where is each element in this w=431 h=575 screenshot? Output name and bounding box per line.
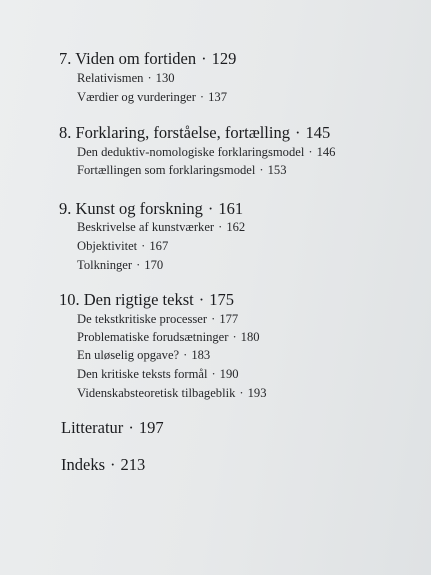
- separator-dot: ·: [218, 220, 223, 234]
- toc-chapter-8: [59, 123, 330, 143]
- separator-dot: ·: [239, 386, 244, 400]
- chapter-title: Indeks: [61, 455, 105, 474]
- toc-entry: [77, 348, 210, 363]
- separator-dot: ·: [211, 312, 216, 326]
- chapter-title: 7. Viden om fortiden: [59, 49, 197, 68]
- separator-dot: ·: [211, 367, 216, 381]
- page-number: 130: [155, 71, 175, 85]
- separator-dot: ·: [207, 199, 214, 218]
- separator-dot: ·: [259, 163, 264, 177]
- page-number: 213: [120, 455, 146, 474]
- page-number: 162: [226, 220, 246, 234]
- toc-entry: [77, 90, 227, 105]
- separator-dot: ·: [110, 455, 116, 474]
- toc-entry: [77, 258, 163, 273]
- toc-chapter-10: [59, 290, 234, 310]
- separator-dot: ·: [147, 71, 152, 85]
- page-number: 161: [218, 199, 244, 218]
- page-number: 145: [305, 123, 331, 142]
- toc-entry: [77, 220, 245, 235]
- toc-entry: [77, 386, 266, 401]
- separator-dot: ·: [308, 145, 313, 159]
- page-number: 146: [316, 145, 336, 159]
- toc-entry: [77, 312, 238, 327]
- entry-title: Værdier og vurderinger: [77, 90, 196, 104]
- page-number: 180: [240, 330, 260, 344]
- separator-dot: ·: [183, 348, 188, 362]
- page-number: 183: [191, 348, 211, 362]
- chapter-title: 9. Kunst og forskning: [59, 199, 203, 218]
- entry-title: Relativismen: [77, 71, 144, 85]
- toc-entry: [77, 71, 175, 86]
- toc-entry: [77, 239, 168, 254]
- chapter-title: Litteratur: [61, 418, 124, 437]
- entry-title: Fortællingen som forklaringsmodel: [77, 163, 256, 177]
- toc-entry: [77, 163, 287, 178]
- entry-title: Videnskabsteoretisk tilbageblik: [77, 386, 236, 400]
- toc-chapter-9: [59, 199, 243, 219]
- entry-title: Beskrivelse af kunstværker: [77, 220, 215, 234]
- toc-entry: [77, 330, 260, 345]
- separator-dot: ·: [201, 49, 207, 68]
- entry-title: Objektivitet: [77, 239, 138, 253]
- page-number: 193: [247, 386, 267, 400]
- separator-dot: ·: [198, 290, 205, 309]
- separator-dot: ·: [294, 123, 301, 142]
- toc-litteratur: [61, 418, 164, 438]
- page-number: 167: [149, 239, 169, 253]
- separator-dot: ·: [199, 90, 205, 104]
- entry-title: En uløselig opgave?: [77, 348, 180, 362]
- entry-title: Den deduktiv-nomologiske forklaringsmodel: [77, 145, 305, 159]
- chapter-title: 10. Den rigtige tekst: [59, 290, 194, 309]
- entry-title: Tolkninger: [77, 258, 133, 272]
- page-number: 170: [144, 258, 164, 272]
- entry-title: Den kritiske teksts formål: [77, 367, 208, 381]
- page-number: 153: [267, 163, 287, 177]
- chapter-title: 8. Forklaring, forståelse, fortælling: [59, 123, 290, 142]
- separator-dot: ·: [128, 418, 134, 437]
- toc-entry: [77, 367, 239, 382]
- toc-entry: [77, 145, 335, 160]
- page-number: 129: [211, 49, 237, 68]
- page-number: 197: [138, 418, 164, 437]
- separator-dot: ·: [232, 330, 237, 344]
- entry-title: Problematiske forudsætninger: [77, 330, 229, 344]
- page-number: 137: [208, 90, 227, 104]
- separator-dot: ·: [141, 239, 146, 253]
- page-number: 175: [209, 290, 234, 309]
- separator-dot: ·: [136, 258, 141, 272]
- entry-title: De tekstkritiske processer: [77, 312, 208, 326]
- toc-chapter-7: [59, 49, 236, 69]
- page-number: 177: [219, 312, 239, 326]
- toc-indeks: [61, 455, 145, 475]
- page-number: 190: [219, 367, 239, 381]
